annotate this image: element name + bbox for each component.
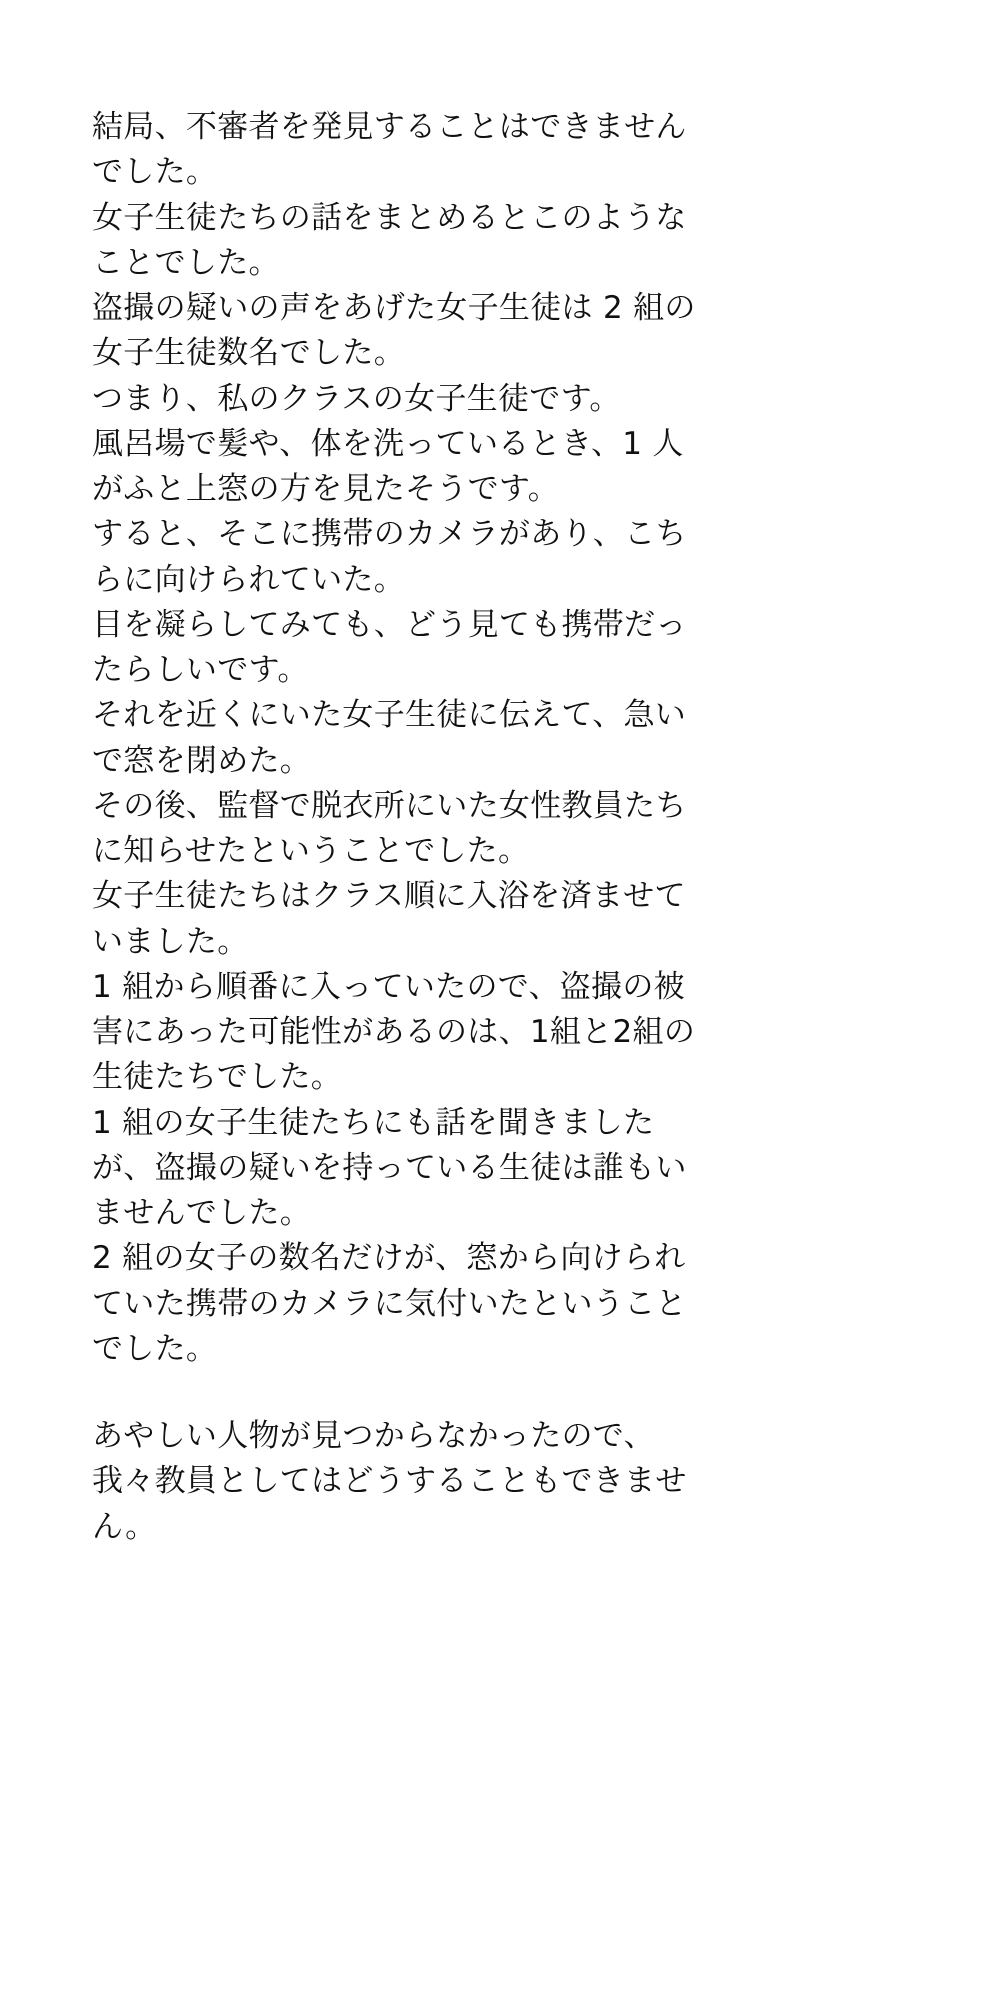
paragraph-8: それを近くにいた女子生徒に伝えて、急いで窓を閉めた。	[92, 697, 687, 779]
paragraph-2: 女子生徒たちの話をまとめるとこのようなことでした。	[92, 199, 687, 281]
paragraph-break	[92, 1372, 712, 1414]
document-text-body	[92, 105, 712, 1550]
paragraph-1: 結局、不審者を発見することはできませんでした。	[92, 109, 687, 191]
paragraph-10: 女子生徒たちはクラス順に入浴を済ませていました。	[92, 878, 686, 960]
paragraph-13: 2 組の女子の数名だけが、窓から向けられていた携帯のカメラに気付いたということでした。	[92, 1240, 687, 1367]
paragraph-11: 1 組から順番に入っていたので、盗撮の被害にあった可能性があるのは、1組と2組の生徒たちでした。	[92, 968, 696, 1096]
paragraph-9: その後、監督で脱衣所にいた女性教員たちに知らせたということでした。	[92, 787, 687, 869]
paragraph-5: 風呂場で髪や、体を洗っているとき、1 人がふと上窓の方を見たそうです。	[92, 425, 684, 507]
paragraph-12: 1 組の女子生徒たちにも話を聞きましたが、盗撮の疑いを持っている生徒は誰もいませんでした。	[92, 1104, 687, 1231]
paragraph-14: あやしい人物が見つからなかったので、我々教員としてはどうすることもできません。	[92, 1418, 687, 1545]
paragraph-3: 盗撮の疑いの声をあげた女子生徒は 2 組の女子生徒数名でした。	[92, 290, 696, 372]
paragraph-6: すると、そこに携帯のカメラがあり、こちらに向けられていた。	[92, 516, 687, 598]
paragraph-7: 目を凝らしてみても、どう見ても携帯だったらしいです。	[92, 606, 687, 688]
paragraph-4: つまり、私のクラスの女子生徒です。	[92, 380, 621, 417]
